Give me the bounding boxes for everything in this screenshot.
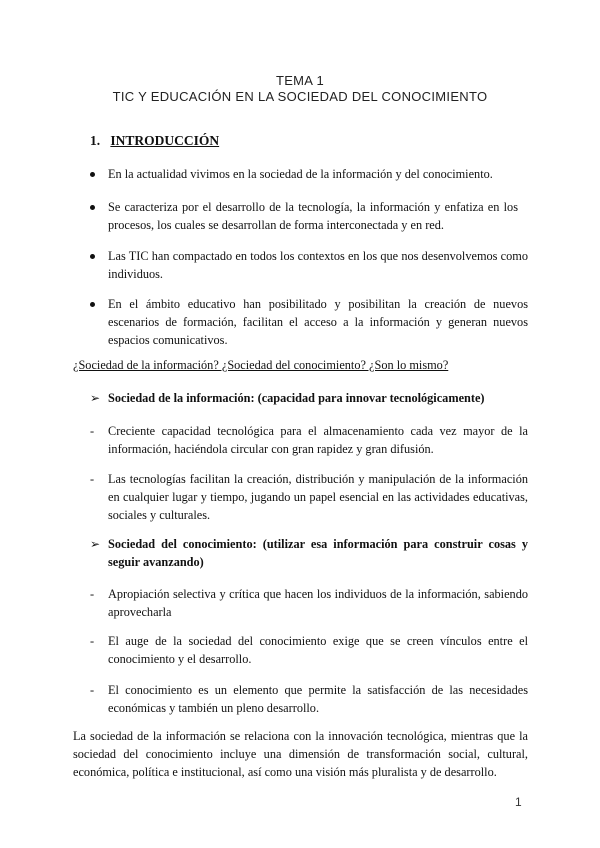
bullet-icon	[90, 254, 95, 259]
dash-marker: -	[90, 634, 95, 648]
theme-title: TIC Y EDUCACIÓN EN LA SOCIEDAD DEL CONOCIMIENTO	[112, 89, 488, 104]
page-number: 1	[515, 795, 522, 809]
dash-marker: -	[90, 424, 95, 438]
bullet-icon	[90, 205, 95, 210]
info-society-item: Las tecnologías facilitan la creación, distribución y manipulación de la información en cualquier lugar y tiempo, jugando un papel esencial en las actividades educativas, sociales y culturales.	[108, 472, 528, 522]
info-society-heading: Sociedad de la información: (capacidad para innovar tecnológicamente)	[108, 391, 485, 405]
section-heading	[90, 133, 219, 149]
dash-marker: -	[90, 683, 95, 697]
section-title: INTRODUCCIÓN	[110, 133, 220, 148]
conclusion-paragraph: La sociedad de la información se relaciona con la innovación tecnológica, mientras que la sociedad del conocimiento incluye una dimensión de transformación social, cultural, económica, política e institucional, así como una visión más pluralista y de desarrollo.	[73, 729, 528, 779]
knowledge-society-item: El conocimiento es un elemento que permite la satisfacción de las necesidades económicas y también un pleno desarrollo.	[108, 683, 528, 715]
knowledge-society-item: Apropiación selectiva y crítica que hacen los individuos de la información, sabiendo aprovecharla	[108, 587, 528, 619]
dash-marker: -	[90, 587, 95, 601]
section-number: 1.	[90, 133, 101, 148]
knowledge-society-item: El auge de la sociedad del conocimiento exige que se creen vínculos entre el conocimiento y el desarrollo.	[108, 634, 528, 666]
bullet-icon	[90, 172, 95, 177]
theme-label: TEMA 1	[275, 73, 325, 88]
info-society-item: Creciente capacidad tecnológica para el almacenamiento cada vez mayor de la información, haciéndola circular con gran rapidez y gran difusión.	[108, 424, 528, 456]
arrow-bullet-icon: ➢	[90, 391, 101, 405]
intro-bullet-text: Se caracteriza por el desarrollo de la tecnología, la información y enfatiza en los procesos, los cuales se desarrollan de forma interconectada y en red.	[108, 200, 518, 232]
knowledge-society-heading: Sociedad del conocimiento: (utilizar esa información para construir cosas y seguir avanzando)	[108, 537, 528, 569]
intro-bullet-text: En el ámbito educativo han posibilitado y posibilitan la creación de nuevos escenarios de formación, facilitan el acceso a la información y generan nuevos espacios comunicativos.	[108, 297, 528, 347]
dash-marker: -	[90, 472, 95, 486]
intro-bullet-text: Las TIC han compactado en todos los contextos en los que nos desenvolvemos como individuos.	[108, 249, 528, 281]
arrow-bullet-icon: ➢	[90, 537, 101, 551]
bullet-icon	[90, 302, 95, 307]
question-line: ¿Sociedad de la información? ¿Sociedad del conocimiento? ¿Son lo mismo?	[73, 358, 449, 372]
intro-bullet-text: En la actualidad vivimos en la sociedad de la información y del conocimiento.	[108, 167, 493, 181]
